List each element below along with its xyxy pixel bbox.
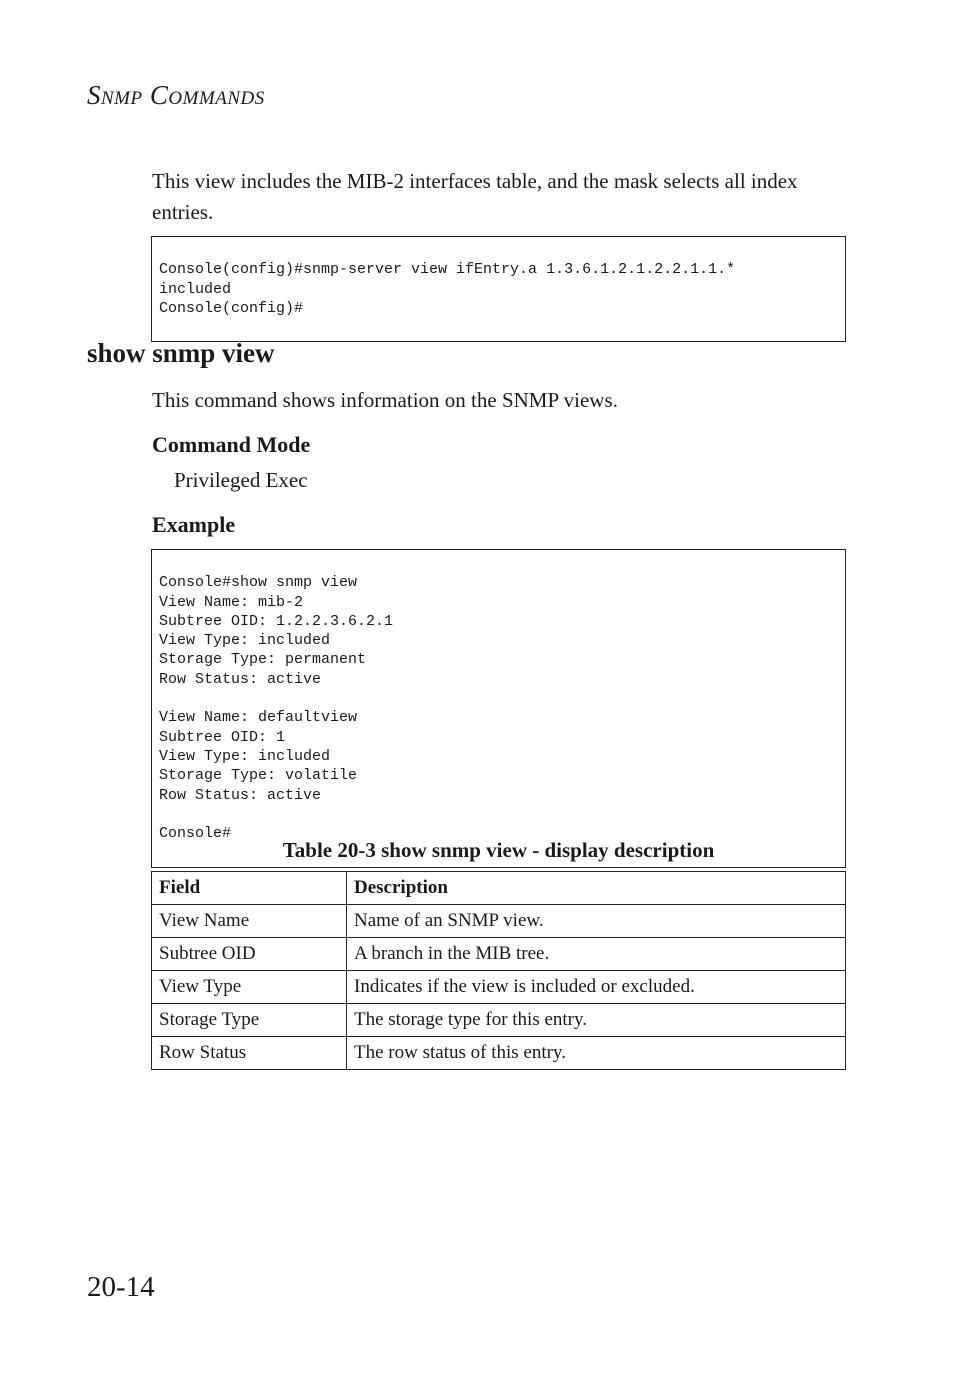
code-line: View Type: included <box>159 632 331 650</box>
column-header-description: Description <box>347 872 846 905</box>
example-heading: Example <box>152 512 236 537</box>
code-line: Console# <box>159 825 232 843</box>
table-row <box>152 1004 846 1037</box>
description-cell: The row status of this entry. <box>347 1037 846 1070</box>
table-row <box>152 1037 846 1070</box>
field-cell: View Name <box>152 905 347 938</box>
page-number: 20-14 <box>87 1271 155 1303</box>
description-cell: A branch in the MIB tree. <box>347 938 846 971</box>
code-line: Console(config)#snmp-server view ifEntry.a 1.3.6.1.2.1.2.2.1.1.* <box>159 261 736 279</box>
table-row <box>152 905 846 938</box>
code-line: Storage Type: volatile <box>159 767 358 785</box>
command-mode-heading: Command Mode <box>152 432 311 457</box>
running-header <box>87 80 265 111</box>
description-cell: Name of an SNMP view. <box>347 905 846 938</box>
code-line: View Name: mib-2 <box>159 593 304 611</box>
code-line <box>159 805 845 824</box>
code-example-2 <box>151 549 846 868</box>
header-initial-1: S <box>87 80 101 110</box>
code-line: Row Status: active <box>159 670 322 688</box>
table-row <box>152 971 846 1004</box>
description-table <box>151 871 846 1070</box>
command-mode-value: Privileged Exec <box>174 468 308 492</box>
code-line: View Name: defaultview <box>159 709 358 727</box>
code-line: Subtree OID: 1.2.2.3.6.2.1 <box>159 612 394 630</box>
table-header-row <box>152 872 846 905</box>
table-caption: Table 20-3 show snmp view - display description <box>282 838 715 862</box>
code-line: Console(config)# <box>159 299 304 317</box>
code-example-1 <box>151 236 846 342</box>
field-cell: View Type <box>152 971 347 1004</box>
code-line <box>159 689 845 708</box>
code-line: Subtree OID: 1 <box>159 728 286 746</box>
intro-paragraph: This view includes the MIB-2 interfaces table, and the mask selects all index entries. <box>152 169 798 224</box>
field-cell: Storage Type <box>152 1004 347 1037</box>
code-line: View Type: included <box>159 747 331 765</box>
column-header-field: Field <box>152 872 347 905</box>
code-line: included <box>159 280 232 298</box>
field-cell: Subtree OID <box>152 938 347 971</box>
code-line: Row Status: active <box>159 786 322 804</box>
header-initial-2: C <box>149 80 169 110</box>
description-cell: The storage type for this entry. <box>347 1004 846 1037</box>
header-smallcaps-1: NMP <box>101 88 143 109</box>
header-smallcaps-2: OMMANDS <box>168 88 265 109</box>
field-cell: Row Status <box>152 1037 347 1070</box>
section-description: This command shows information on the SNMP views. <box>152 388 618 412</box>
table-row <box>152 938 846 971</box>
code-line: Storage Type: permanent <box>159 651 367 669</box>
code-line: Console#show snmp view <box>159 574 358 592</box>
description-cell: Indicates if the view is included or excluded. <box>347 971 846 1004</box>
section-title: show snmp view <box>87 338 275 368</box>
